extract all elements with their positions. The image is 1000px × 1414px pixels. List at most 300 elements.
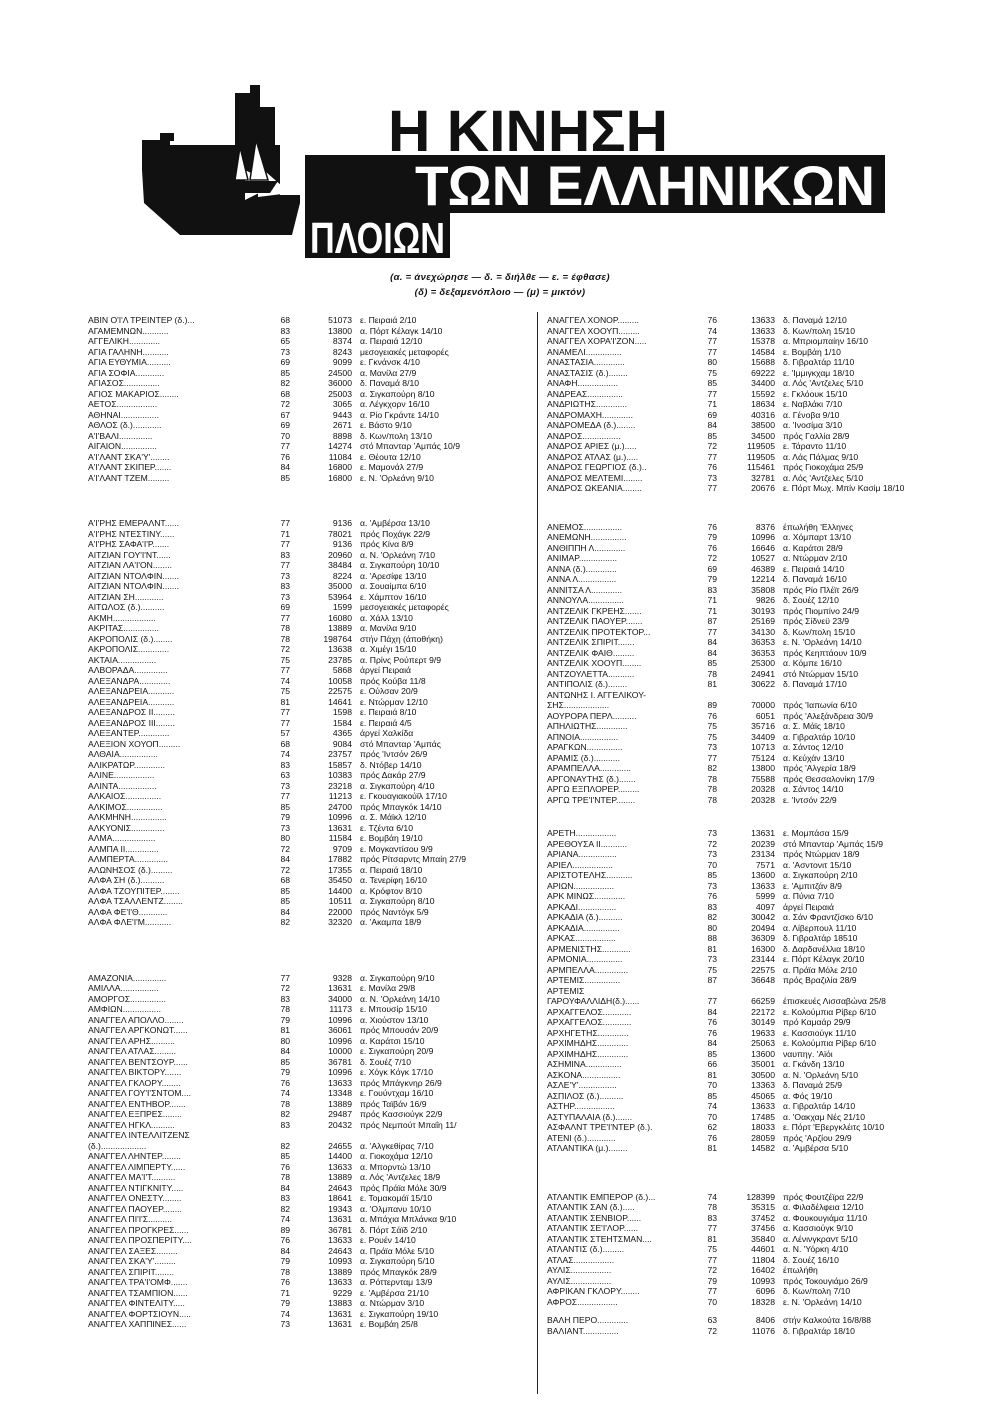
ship-tonnage: 24500 (328, 367, 352, 378)
ship-row (88, 315, 518, 326)
ship-movement: α. Γκάνδη 13/10 (783, 1059, 845, 1069)
ship-row (88, 896, 518, 907)
ship-year: 76 (280, 1161, 290, 1172)
ship-tonnage: 13800 (328, 325, 352, 336)
ship-year: 84 (707, 1038, 717, 1048)
ship-row (88, 592, 518, 603)
ship-name: ΑΣΗΜΙΝΑ............... (547, 1059, 622, 1069)
ship-movement: δ. Ντόβερ 14/10 (360, 759, 422, 770)
ship-movement (783, 690, 937, 701)
ship-name: ΑΣΚΟΝΑ................ (547, 1069, 621, 1080)
ship-year: 82 (280, 1203, 290, 1214)
ship-tonnage: 34000 (328, 993, 352, 1004)
ship-row (88, 739, 518, 750)
ship-name: ΑΛΕΞΑΝΔΡΑ............. (88, 675, 171, 686)
ship-row (88, 697, 518, 708)
ship-movement: πρός Ρίτσαρντς Μπαίη 27/9 (360, 854, 467, 864)
ship-year: 70 (707, 859, 717, 870)
ship-name: ΑΝΤΙΠΟΛΙΣ (δ.)........ (547, 679, 628, 689)
ship-year: 89 (280, 1224, 290, 1235)
ship-movement: α. Γιβραλτάρ 10/10 (783, 731, 856, 742)
ship-movement: πρός Δακάρ 27/9 (360, 770, 426, 780)
ship-row (88, 1120, 518, 1131)
ship-year: 69 (707, 409, 717, 420)
ship-row (88, 560, 518, 571)
ship-name: Α'Ι'ΡΗΣ ΣΑΦΑ'Ι'Ρ....... (88, 539, 170, 549)
ship-row (547, 679, 937, 690)
ship-movement: α. Τενερίφη 16/10 (360, 875, 427, 885)
ship-year: 81 (280, 1025, 290, 1035)
ship-tonnage: 13633 (751, 315, 775, 325)
ship-year: 75 (280, 654, 290, 665)
ship-row (88, 1193, 518, 1204)
ship-row (88, 581, 518, 592)
ship-name: ΑΝΝΑ (δ.)............. (547, 563, 617, 574)
ship-year: 79 (707, 1275, 717, 1286)
ship-row (88, 1277, 518, 1288)
ship-row (88, 634, 518, 645)
ship-movement: πρός Θεσσαλονίκη 17/9 (783, 773, 875, 784)
ship-tonnage: 10996 (751, 532, 775, 542)
ship-tonnage: 5999 (755, 891, 775, 901)
ship-row (547, 975, 937, 986)
ship-year: 79 (707, 532, 717, 542)
ship-year: 82 (280, 1109, 290, 1119)
ship-row (547, 1255, 937, 1266)
ship-row (547, 473, 937, 484)
ship-movement: δ. Πόρτ Σάϊδ 2/10 (360, 1224, 428, 1235)
ship-movement: ε. Χόγκ Κόγκ 17/10 (360, 1067, 433, 1077)
ship-row (88, 1172, 518, 1183)
ship-year: 85 (707, 658, 717, 668)
ship-tonnage: 20432 (328, 1119, 352, 1130)
ship-row (88, 441, 518, 452)
ship-year: 75 (280, 686, 290, 696)
ship-name: ΑΣΤΗΡ................. (547, 1101, 615, 1111)
ship-year: 69 (280, 602, 290, 612)
ship-year: 84 (280, 854, 290, 864)
ship-section (88, 518, 518, 928)
ship-year: 85 (280, 472, 290, 483)
ship-tonnage: 11076 (751, 1325, 775, 1336)
ship-year: 73 (707, 742, 717, 752)
ship-name: ΑΥΛΙΣ................. (547, 1265, 612, 1275)
ship-movement: έπωλήθη 'Ελληνες (783, 521, 854, 532)
ship-row (547, 1223, 937, 1234)
ship-year: 62 (707, 1122, 717, 1132)
ship-tonnage: 13889 (328, 623, 352, 633)
ship-tonnage: 28059 (751, 1132, 775, 1143)
ship-year: 79 (280, 1256, 290, 1266)
ship-movement: α. Πειραιά 12/10 (360, 336, 423, 346)
ship-movement: ε. Πειραιά 2/10 (360, 315, 417, 325)
ship-movement: ε. Ν. 'Ορλεάνη 14/10 (783, 637, 862, 647)
column-divider (537, 312, 538, 1394)
ship-movement: δ. Δαρδανέλλια 18/10 (783, 943, 865, 954)
ship-tonnage: 22172 (751, 1006, 775, 1017)
ship-name: ΑΝΑΓΓΕΛ ΣΑΞΕΣ......... (88, 1245, 178, 1256)
ship-tonnage: 30500 (751, 1069, 775, 1080)
ship-name: ΑΝΤΖΕΛΙΚ ΓΚΡΕΗΣ....... (547, 605, 642, 616)
ship-name: ΑΛΕΞΑΝΤΕΡ............. (88, 728, 170, 738)
ship-name: ΑΝΑΓΓΕΛ ΠΑΟΥΕΡ........ (88, 1203, 182, 1214)
ship-movement: έπωλήθη (783, 1265, 818, 1275)
ship-year: 84 (280, 1245, 290, 1256)
ship-movement: πρός 'Ιαπωνία 6/10 (783, 700, 857, 710)
ship-movement: πρός Σίδνεϋ 23/9 (783, 616, 850, 626)
ship-row (547, 1286, 937, 1297)
ship-tonnage: 8374 (332, 336, 352, 346)
ship-year: 74 (707, 325, 717, 336)
ship-year: 77 (707, 1286, 717, 1296)
ship-year: 57 (280, 728, 290, 738)
ship-movement: α. 'Αμβέρσα 5/10 (783, 1143, 849, 1153)
ship-name: ΑΝΑΓΓΕΛ ΛΙΜΠΕΡΤΥ...... (88, 1161, 186, 1172)
ship-tonnage: 37452 (751, 1212, 775, 1223)
ship-movement: δ. Παναμά 17/10 (783, 679, 847, 689)
ship-name: ΑΡΙΕΛ................. (547, 859, 613, 870)
ship-tonnage: 19633 (751, 1027, 775, 1038)
ship-tonnage: 19343 (328, 1203, 352, 1214)
ship-movement: α. Πρίνς Ρούπερτ 9/9 (360, 654, 442, 665)
ship-row (547, 378, 937, 389)
ship-row (547, 828, 937, 839)
ship-row (88, 1235, 518, 1246)
legend-line-1: (α. = άνεχώρησε — δ. = διήλθε — ε. = έφθασε) (390, 272, 610, 283)
ship-tonnage: 4365 (332, 728, 352, 738)
masthead-line2: ΤΩΝ ΕΛΛΗΝΙΚΩΝ (415, 154, 875, 217)
ship-movement: ε. Μομπάσα 15/9 (783, 828, 849, 838)
ship-row (547, 881, 937, 892)
ship-row (88, 833, 518, 844)
ship-name: ΑΓΙΟΣ ΜΑΚΑΡΙΟΣ........ (88, 388, 179, 399)
ship-movement: α. Καράτσι 28/9 (783, 542, 843, 553)
ship-movement: α. Μπορντώ 13/10 (360, 1161, 431, 1172)
ship-row (547, 700, 937, 711)
ship-year: 75 (707, 367, 717, 378)
ship-tonnage: 37456 (751, 1223, 775, 1233)
ship-name: ΑΝΑΓΓΕΛ ΕΞΠΡΕΣ........ (88, 1109, 182, 1119)
ship-row (88, 473, 518, 484)
ship-year: 73 (280, 591, 290, 602)
ship-movement: α. Ν. 'Ορλεάνη 14/10 (360, 993, 440, 1004)
ship-name: ΑΡΑΓΚΩΝ............... (547, 742, 623, 752)
ship-tonnage: 45065 (751, 1090, 775, 1101)
ship-name: ΑΝΑΓΓΕΛ ΟΝΕΣΤΥ........ (88, 1193, 182, 1203)
ship-movement (360, 1130, 518, 1141)
ship-movement: πρός Νεμπούτ Μπαΐη 11/ (360, 1119, 457, 1130)
ship-row (547, 1213, 937, 1224)
ship-movement: δ. Κων/πολη 7/10 (783, 1286, 851, 1296)
ship-year: 78 (280, 1098, 290, 1109)
ship-year: 77 (280, 518, 290, 528)
masthead-line3: ΠΛΟΙΩΝ (310, 214, 445, 263)
ship-year: 76 (707, 462, 717, 472)
ship-name: ΑΡΧΙΜΗΔΗΣ............. (547, 1038, 629, 1048)
ship-row (547, 1133, 937, 1144)
ship-row (547, 1202, 937, 1213)
ship-tonnage: 13633 (751, 1101, 775, 1111)
ship-name: ΑΝΑΓΓΕΛ ΣΠΙΡΙΤ........ (88, 1266, 174, 1277)
ship-year: 66 (707, 1059, 717, 1069)
ship-year: 74 (280, 749, 290, 759)
ship-year: 85 (280, 896, 290, 906)
ship-row (547, 389, 937, 400)
ship-tonnage: 9328 (332, 972, 352, 983)
ship-year: 77 (707, 626, 717, 637)
ship-row (88, 823, 518, 834)
left-column (88, 315, 518, 1330)
ship-name: ΑΛΩΝΗΣΟΣ (δ.)......... (88, 864, 173, 875)
ship-name: ΑΤΛΑΣ................. (547, 1254, 615, 1265)
ship-tonnage: 11173 (329, 1004, 352, 1014)
ship-tonnage: 8224 (332, 570, 352, 581)
ship-year: 85 (707, 870, 717, 880)
ship-tonnage: 23757 (328, 749, 352, 759)
ship-year: 71 (707, 595, 717, 605)
ship-movement (783, 986, 937, 997)
ship-row (88, 973, 518, 984)
ship-year: 72 (707, 1265, 717, 1275)
ship-row (547, 574, 937, 585)
ship-tonnage: 14582 (751, 1143, 775, 1153)
ship-tonnage: 20960 (328, 549, 352, 560)
ship-movement: πρός Κούβα 11/8 (360, 675, 426, 686)
ship-movement: άργεί Πειραιά (783, 901, 834, 912)
ship-year: 70 (280, 430, 290, 441)
ship-year: 77 (707, 346, 717, 357)
ship-year: 84 (707, 420, 717, 430)
ship-section (88, 315, 518, 483)
ship-name: ΑΘΗΝΑΙ................ (88, 409, 159, 420)
ship-name: ΑΝΔΡΟΣ ΜΕΛΤΕΜΙ........ (547, 472, 643, 483)
ship-tonnage: 2671 (332, 420, 352, 430)
ship-year: 78 (280, 633, 290, 644)
ship-row (547, 452, 937, 463)
ship-silhouette-icon (142, 85, 300, 235)
right-column (547, 315, 937, 1336)
ship-name: ΑΡΚΑΔΙΑ (δ.).......... (547, 912, 623, 922)
ship-movement: α. Μανίλα 9/10 (360, 623, 417, 633)
ship-movement: ε. Τομακομάϊ 15/10 (360, 1193, 433, 1203)
ship-tonnage: 17882 (328, 854, 352, 864)
ship-row (547, 1080, 937, 1091)
ship-year: 65 (280, 336, 290, 346)
ship-tonnage: 9229 (332, 1287, 352, 1298)
ship-name: ΑΘΛΟΣ (δ.)............ (88, 420, 162, 430)
ship-tonnage: 23134 (751, 849, 775, 859)
ship-movement: α. Ν. 'Ορλεάνη 7/10 (360, 549, 436, 560)
ship-year: 77 (707, 451, 717, 462)
ship-row (88, 1225, 518, 1236)
ship-section (88, 973, 518, 1330)
ship-name: ΑΝΑΓΓΕΛ ΠΡΟΓΚΡΕΣ...... (88, 1224, 189, 1235)
ship-row (547, 923, 937, 934)
ship-movement: δ. Παναμά 8/10 (360, 378, 420, 388)
ship-name: ΑΜΙΛΛΑ................ (88, 983, 159, 993)
ship-tonnage: 9826 (755, 595, 775, 605)
ship-row (88, 917, 518, 928)
ship-name: ΑΡΤΕΜΙΣ (547, 985, 585, 996)
ship-year: 73 (707, 849, 717, 859)
ship-tonnage: 119505 (746, 451, 775, 462)
ship-tonnage: 16080 (328, 612, 352, 623)
ship-name: ΑΡΜΟΝΙΑ............... (547, 954, 623, 964)
ship-row (547, 774, 937, 785)
ship-year: 72 (280, 644, 290, 654)
ship-name: ΑΣΠΙΛΟΣ (δ.).......... (547, 1090, 624, 1101)
ship-year: 83 (707, 1212, 717, 1223)
ship-year: 83 (280, 1119, 290, 1130)
ship-tonnage: 10993 (328, 1256, 352, 1266)
ship-row (547, 849, 937, 860)
ship-year: 76 (707, 542, 717, 553)
ship-row (547, 1017, 937, 1028)
ship-year: 83 (280, 325, 290, 336)
ship-year: 85 (280, 1151, 290, 1161)
ship-movement: ναυπηγ. 'Αϊόι (783, 1048, 833, 1059)
ship-tonnage: 1599 (332, 602, 352, 612)
ship-section (547, 1315, 937, 1336)
ship-name: ΑΝΑΓΓΕΛ ΕΝΤΗΒΟΡ....... (88, 1098, 186, 1109)
ship-row (88, 983, 518, 994)
ship-row (88, 791, 518, 802)
ship-name: ΑΛΒΟΡΑΔΑ.............. (88, 665, 168, 675)
ship-movement: πρός Μπουσάν 20/9 (360, 1025, 439, 1035)
ship-row (88, 550, 518, 561)
ship-tonnage: 6051 (755, 710, 775, 721)
ship-section (547, 315, 937, 494)
ship-year: 68 (280, 738, 290, 749)
ship-movement: ε. Ν. 'Ορλεάνη 14/10 (783, 1296, 862, 1307)
ship-tonnage: 13633 (751, 325, 775, 336)
ship-tonnage: 10511 (328, 896, 352, 906)
ship-name: ΑΛΦΑ ΣΗ (δ.).......... (88, 875, 165, 885)
ship-year: 73 (707, 880, 717, 891)
ship-name: ΑΝΑΓΓΕΛ ΙΝΤΕΛΛΙΤΖΕΝΣ (88, 1130, 190, 1140)
ship-year: 85 (707, 1090, 717, 1101)
ship-movement: ε. Πειραιά 14/10 (783, 563, 845, 574)
ship-movement: δ. Παναμά 25/9 (783, 1080, 843, 1090)
ship-movement: μεσογειακές μεταφορές (360, 346, 449, 357)
ship-year: 69 (280, 357, 290, 367)
ship-name: ΑΚΤΑΙΑ................ (88, 654, 157, 665)
ship-year: 72 (280, 399, 290, 409)
ship-movement: α. 'Αλγκεθίρας 7/10 (360, 1140, 434, 1151)
ship-row (547, 315, 937, 326)
ship-row (88, 326, 518, 337)
ship-tonnage: 24941 (751, 668, 775, 679)
ship-tonnage: 16300 (751, 943, 775, 954)
ship-year: 75 (707, 731, 717, 742)
ship-name: ΑΝΔΡΟΣ................ (547, 430, 621, 441)
ship-movement: α. Λός 'Αντζελες 18/9 (360, 1172, 441, 1182)
ship-name: ΑΤΛΑΝΤΙΣ (δ.)......... (547, 1244, 625, 1254)
ship-name: ΑΡΚ ΜΙΝΩΣ............. (547, 891, 626, 901)
ship-row (547, 336, 937, 347)
ship-row (88, 665, 518, 676)
ship-row (88, 781, 518, 792)
ship-name: ΑΤΕΝΙ (δ.)............ (547, 1132, 616, 1143)
ship-tonnage: 22575 (328, 686, 352, 696)
ship-name: ΓΑΡΟΥΦΑΛΛΙΔΗ(δ.)...... (547, 996, 640, 1006)
ship-tonnage: 8243 (332, 346, 352, 357)
ship-year: 74 (280, 675, 290, 686)
ship-tonnage: 13600 (751, 870, 775, 880)
ship-section (547, 522, 937, 806)
ship-row (88, 347, 518, 358)
ship-row (88, 389, 518, 400)
ship-movement: α. Λάς Πάλμας 9/10 (783, 451, 859, 462)
ship-movement: ε. Βομβάη 25/8 (360, 1319, 418, 1329)
ship-tonnage: 24643 (328, 1245, 352, 1256)
ship-movement: δ. Σουέζ 12/10 (783, 595, 839, 605)
masthead-banner (140, 85, 885, 270)
ship-tonnage: 6096 (755, 1286, 775, 1296)
ship-year: 77 (280, 612, 290, 623)
ship-movement: α. Σάντος 12/10 (783, 742, 844, 752)
ship-tonnage: 75588 (751, 773, 775, 784)
ship-name: ΑΙΤΖΙΑΝ ΣΗ............ (88, 591, 164, 602)
ship-tonnage: 18033 (751, 1122, 775, 1132)
ship-movement: α. Πράϊα Μόλε 5/10 (360, 1245, 435, 1256)
ship-tonnage: 20494 (751, 922, 775, 933)
ship-year: 78 (280, 1172, 290, 1182)
ship-tonnage: 44601 (751, 1244, 775, 1254)
ship-tonnage: 20328 (751, 784, 775, 794)
ship-tonnage: 13633 (328, 1077, 352, 1088)
ship-row (88, 1298, 518, 1309)
ship-row (547, 784, 937, 795)
ship-name: ΑΝΙΜΑΡ................ (547, 553, 618, 563)
ship-name: ΑΡΜΕΝΙΣΤΗΣ............ (547, 943, 631, 954)
ship-name: ΑΤΛΑΝΤΙΚ ΣΕ'Ι'ΛΟΡ...... (547, 1223, 639, 1233)
ship-tonnage: 16402 (751, 1265, 775, 1275)
ship-name: ΑΡΓΩ ΕΞΠΛΟΡΕΡ......... (547, 784, 640, 794)
ship-name: ΑΦΡΟΣ................. (547, 1296, 618, 1307)
ship-year: 81 (707, 1143, 717, 1153)
ship-tonnage: 15857 (328, 759, 352, 770)
ship-tonnage: 18328 (751, 1296, 775, 1307)
ship-name: ΑΡΚΑΔΙΑ............... (547, 922, 620, 933)
ship-year: 85 (280, 367, 290, 378)
ship-tonnage: 75124 (751, 752, 775, 763)
ship-tonnage: 13633 (751, 880, 775, 891)
ship-movement: δ. Κων/πολη 15/10 (783, 626, 855, 637)
ship-row (88, 865, 518, 876)
ship-name: ΑΝΔΡΟΣ ΑΤΛΑΣ (μ.)..... (547, 451, 639, 462)
ship-year: 84 (707, 647, 717, 658)
ship-row (547, 1276, 937, 1287)
ship-name: ΑΛΕΞΑΝΔΡΕΙΑ........... (88, 686, 175, 696)
ship-name: ΑΙΤΖΙΑΝ ΝΤΟΛΦΙΝ....... (88, 570, 180, 581)
ship-tonnage: 10996 (328, 1067, 352, 1077)
ship-row (547, 1244, 937, 1255)
ship-year: 83 (280, 993, 290, 1004)
ship-name: Α'Ι'ΡΗΣ ΕΜΕΡΑΛΝΤ...... (88, 518, 180, 528)
ship-name: ΑΛΜΑ.................. (88, 833, 156, 843)
ship-movement: ε. Γκουαγιακούϊλ 17/10 (360, 791, 447, 801)
ship-name: ΑΝΑΓΓΕΛ ΠΡΟΣΠΕΡΙΤΥ.... (88, 1235, 192, 1245)
ship-tonnage: 15592 (751, 388, 775, 399)
ship-movement: α. Φιλαδέλφεια 12/10 (783, 1202, 864, 1212)
ship-year: 72 (707, 441, 717, 451)
ship-name: ΑΝΤΖΕΛΙΚ ΣΠΙΡΙΤ....... (547, 637, 635, 647)
ship-tonnage: 13633 (328, 1161, 352, 1172)
ship-row (88, 1162, 518, 1173)
ship-row (547, 795, 937, 806)
ship-tonnage: 115461 (746, 462, 775, 472)
